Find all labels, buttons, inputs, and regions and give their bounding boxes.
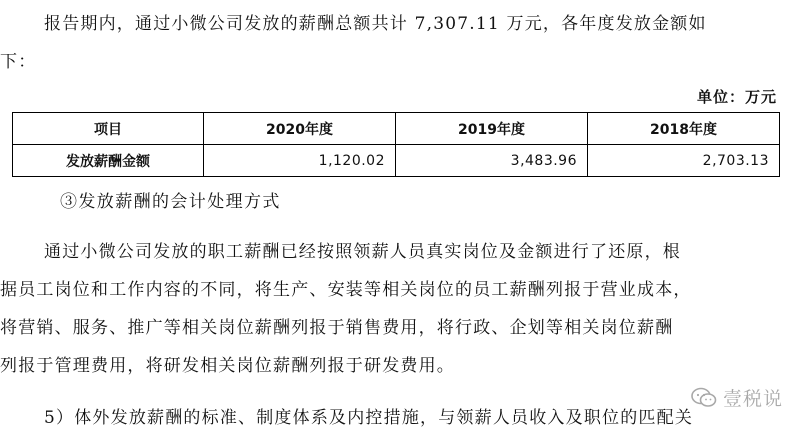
header-2018: 2018年度 xyxy=(588,113,780,145)
header-2019: 2019年度 xyxy=(396,113,588,145)
intro-line-1: 报告期内，通过小微公司发放的薪酬总额共计 7,307.11 万元，各年度发放金额如 xyxy=(44,14,707,34)
body-line-3: 将营销、服务、推广等相关岗位薪酬列报于销售费用，将行政、企划等相关岗位薪酬 xyxy=(0,318,674,338)
subheading: ③发放薪酬的会计处理方式 xyxy=(60,192,281,212)
unit-label: 单位：万元 xyxy=(696,88,777,106)
table-header-row xyxy=(13,113,780,145)
body-line-4: 列报于管理费用，将研发相关岗位薪酬列报于研发费用。 xyxy=(0,356,455,376)
intro-line-2: 下： xyxy=(0,52,37,72)
wechat-icon xyxy=(691,387,717,409)
salary-table xyxy=(12,112,780,177)
watermark xyxy=(691,384,783,411)
body-line-2: 据员工岗位和工作内容的不同，将生产、安装等相关岗位的员工薪酬列报于营业成本， xyxy=(0,280,692,300)
section-5-heading: 5）体外发放薪酬的标准、制度体系及内控措施，与领薪人员收入及职位的匹配关 xyxy=(44,408,694,428)
value-2020: 1,120.02 xyxy=(204,145,396,177)
value-2019: 3,483.96 xyxy=(396,145,588,177)
watermark-text: 壹税说 xyxy=(722,388,783,410)
row-label: 发放薪酬金额 xyxy=(13,145,204,177)
header-2020: 2020年度 xyxy=(204,113,396,145)
table-row xyxy=(13,145,780,177)
value-2018: 2,703.13 xyxy=(588,145,780,177)
body-line-1: 通过小微公司发放的职工薪酬已经按照领薪人员真实岗位及金额进行了还原，根 xyxy=(44,242,681,262)
header-item: 项目 xyxy=(13,113,204,145)
